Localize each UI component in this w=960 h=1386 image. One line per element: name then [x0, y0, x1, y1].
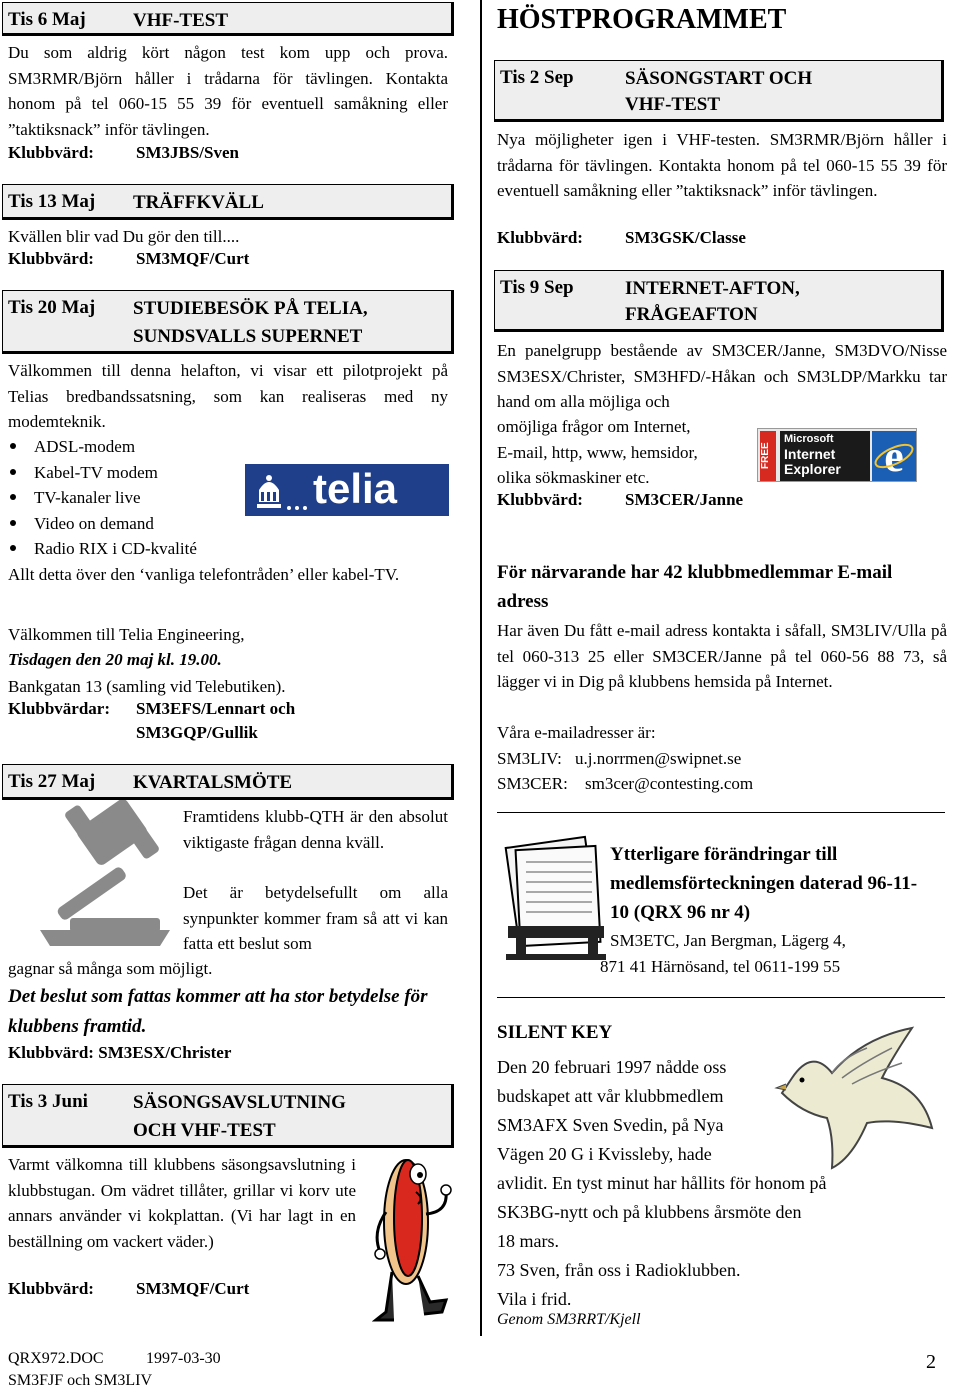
event-title-line2: SUNDSVALLS SUPERNET [133, 326, 363, 347]
silent-key-signature: Genom SM3RRT/Kjell [497, 1311, 641, 1328]
internet-explorer-logo [757, 428, 917, 482]
hotdog-icon [372, 1152, 456, 1332]
event-body: gagnar så många som möjligt. [8, 959, 213, 978]
event-title-line1: INTERNET-AFTON, [625, 278, 800, 299]
event-body: Kvällen blir vad Du gör den till.... [8, 227, 240, 246]
event-body: Du som aldrig kört någon test kom upp och prova. SM3RMR/Björn håller i trådarna för tävlingen. Kontakta honom på tel 060-15 55 39 för eventuell samåkning eller ”taktiksnack” inför tävlingen. [8, 43, 448, 139]
event-date: Tis 20 Maj [8, 297, 96, 318]
telia-logo [245, 464, 449, 516]
event-title-line1: SÄSONGSTART OCH [625, 68, 813, 89]
event-host: Klubbvärd: SM3JBS/Sven [8, 143, 239, 162]
event-date: Tis 2 Sep [500, 67, 574, 88]
event-header-9-sep [494, 270, 944, 332]
event-header-27-maj [2, 764, 454, 800]
event-date: Tis 13 Maj [8, 191, 96, 212]
silent-key-body: Den 20 februari 1997 nådde oss budskapet att vår klubbmedlem SM3AFX Sven Svedin, på Nya Vägen 20 G i Kvissleby, hade avlidit. En tyst minut har hållits för honom på SK3BG-nytt och på klubbens årsmöte den 18 mars. 73 Sven, från oss i Radioklubben. Vila i frid. [497, 1057, 827, 1309]
event-header-3-juni [2, 1084, 454, 1148]
event-body-line: E-mail, http, www, hemsidor, [497, 443, 698, 462]
event-emphasis: Det beslut som fattas kommer att ha stor betydelse för klubbens framtid. [8, 986, 428, 1037]
event-header-6-maj [2, 2, 454, 36]
event-body: Det är betydelsefullt om alla synpunkter kommer fram så att vi kan fatta ett beslut som [183, 883, 448, 953]
event-title: VHF-TEST [133, 10, 229, 31]
event-title: KVARTALSMÖTE [133, 772, 293, 793]
event-host: Klubbvärd: SM3ESX/Christer [8, 1043, 232, 1062]
event-host: Klubbvärd: SM3GSK/Classe [497, 228, 746, 247]
event-header-13-maj [2, 184, 454, 220]
event-when: Tisdagen den 20 maj kl. 19.00. [8, 650, 222, 669]
event-date: Tis 9 Sep [500, 277, 574, 298]
event-date: Tis 3 Juni [8, 1091, 88, 1112]
event-body-line: olika sökmaskiner etc. [497, 468, 650, 487]
event-title-line2: FRÅGEAFTON [625, 304, 758, 325]
event-where: Bankgatan 13 (samling vid Telebutiken). [8, 677, 286, 696]
event-body: Allt detta över den ‘vanliga telefontråden’ eller kabel-TV. [8, 565, 400, 584]
footer-authors: SM3FJF och SM3LIV [8, 1372, 153, 1386]
divider [497, 997, 945, 998]
free-badge: FREE [760, 431, 776, 481]
divider [497, 812, 945, 813]
feature-list [8, 434, 238, 562]
event-title-line2: OCH VHF-TEST [133, 1120, 276, 1141]
event-header-2-sep [494, 60, 944, 122]
svg-text:e: e [884, 432, 904, 481]
telia-wordmark: telia [313, 465, 398, 512]
footer-date: 1997-03-30 [146, 1350, 221, 1367]
event-date: Tis 6 Maj [8, 9, 86, 30]
page-number: 2 [926, 1351, 936, 1373]
list-item: TV-kanaler live [8, 485, 238, 511]
event-title: TRÄFFKVÄLL [133, 192, 264, 213]
changes-line-2: 871 41 Härnösand, tel 0611-199 55 [600, 957, 841, 976]
event-body: Framtidens klubb-QTH är den absolut viktigaste frågan denna kväll. [183, 807, 448, 852]
gavel-icon [20, 800, 180, 950]
email-addr-1: SM3LIV: u.j.norrmen@swipnet.se [497, 749, 742, 768]
list-item: Radio RIX i CD-kvalité [8, 536, 238, 562]
event-body: Välkommen till denna helafton, vi visar ett pilotprojekt på Telias bredbandssatsning, som kan realiseras med ny modemteknik. [8, 361, 448, 431]
event-host-line2: SM3GQP/Gullik [136, 723, 258, 742]
silent-key-heading: SILENT KEY [497, 1022, 613, 1043]
list-item: ADSL-modem [8, 434, 238, 460]
event-title-line1: SÄSONGSAVSLUTNING [133, 1092, 346, 1113]
list-item: Kabel-TV modem [8, 460, 238, 486]
email-body: Har även Du fått e-mail adress kontakta i såfall, SM3LIV/Ulla på tel 060-313 25 eller SM3CER/Janne på tel 060-56 88 73, så lägger vi in Dig på klubbens hemsida på Internet. [497, 621, 947, 691]
event-title-line1: STUDIEBESÖK PÅ TELIA, [133, 298, 368, 319]
event-body-line: omöjliga frågor om Internet, [497, 417, 691, 436]
event-title-line2: VHF-TEST [625, 94, 721, 115]
email-heading: För närvarande har 42 klubbmedlemmar E-mail adress [497, 562, 893, 612]
changes-line-1: SM3ETC, Jan Bergman, Lägerg 4, [610, 931, 846, 950]
event-date: Tis 27 Maj [8, 771, 96, 792]
event-host: Klubbvärdar: SM3EFS/Lennart och [8, 699, 296, 718]
event-host: Klubbvärd: SM3CER/Janne [497, 490, 744, 509]
event-body: En panelgrupp bestående av SM3CER/Janne, SM3DVO/Nisse SM3ESX/Christer, SM3HFD/-Håkan och SM3LDP/Markku tar hand om alla möjliga och [497, 341, 947, 411]
event-body: Nya möjligheter igen i VHF-testen. SM3RMR/Björn håller i trådarna för tävlingen. Kontakta honom på tel 060-15 55 39 för eventuell samåkning eller ”taktiksnack” inför tävlingen. [497, 130, 947, 200]
changes-heading: Ytterligare förändringar till medlemsförteckningen daterad 96-11-10 (QRX 96 nr 4) [610, 844, 918, 923]
email-addr-intro: Våra e-mailadresser är: [497, 723, 656, 742]
event-header-20-maj [2, 290, 454, 354]
page-footer [8, 1348, 221, 1386]
right-column [480, 0, 960, 1336]
ie-e-icon [872, 431, 916, 481]
event-welcome: Välkommen till Telia Engineering, [8, 625, 245, 644]
footer-file: QRX972.DOC [8, 1350, 104, 1367]
event-body: Varmt välkomna till klubbens säsongsavslutning i klubbstugan. Om vädret tillåter, grillar vi korv ute annars använder vi kokplattan. (Vi har lagt in en beställning om vackert väder.) [8, 1155, 356, 1251]
dove-icon [772, 1018, 942, 1178]
ie-text: Microsoft Internet Explorer [780, 431, 870, 481]
list-item: Video on demand [8, 511, 238, 537]
card-file-icon [502, 832, 612, 962]
section-heading: HÖSTPROGRAMMET [497, 4, 787, 35]
event-host: Klubbvärd: SM3MQF/Curt [8, 249, 250, 268]
email-addr-2: SM3CER: sm3cer@contesting.com [497, 774, 754, 793]
event-host: Klubbvärd: SM3MQF/Curt [8, 1279, 250, 1298]
